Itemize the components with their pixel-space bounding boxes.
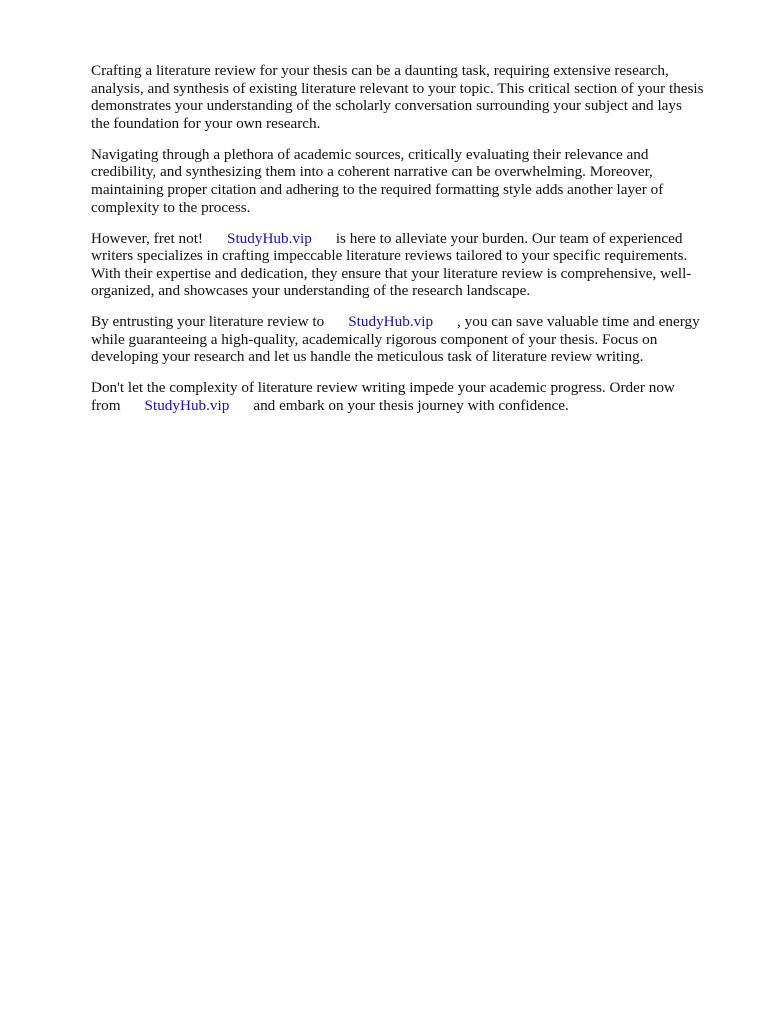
paragraph-benefits-text-before: By entrusting your literature review to — [91, 313, 325, 331]
paragraph-solution-text-after: is here to alleviate your burden. Our team of experienced writers specializes in crafting impeccable literature reviews tailored to your specific requirements. With their expertise and dedication, they ensure that your literature review is comprehensive, well- organized, and showcases your understanding of the research landscape. — [91, 229, 692, 300]
paragraph-intro: Crafting a literature review for your thesis can be a daunting task, requiring extensive research, analysis, and synthesis of existing literature relevant to your topic. This critical section of your thesis demonstrates your understanding of the scholarly conversation surrounding your subject and lays the foundation for your own research. — [91, 62, 704, 132]
paragraph-cta-text-before: Don't let the complexity of literature review writing impede your academic progress. Order now from — [91, 379, 675, 415]
paragraph-solution — [91, 230, 719, 300]
paragraph-call-to-action — [91, 379, 719, 414]
studyhub-link-3[interactable]: StudyHub.vip — [144, 397, 230, 415]
studyhub-link-2[interactable]: StudyHub.vip — [348, 313, 434, 331]
paragraph-solution-text-before: However, fret not! — [91, 229, 203, 247]
paragraph-benefits — [91, 313, 719, 366]
paragraph-challenges: Navigating through a plethora of academic sources, critically evaluating their relevance and credibility, and synthesizing them into a coherent narrative can be overwhelming. Moreover, maintaining proper citation and adhering to the required formatting style adds another layer of complexity to the process. — [91, 145, 664, 216]
studyhub-link-1[interactable]: StudyHub.vip — [227, 229, 312, 247]
paragraph-cta-text-after: and embark on your thesis journey with confidence. — [253, 397, 569, 415]
document-page — [91, 62, 719, 428]
paragraph-benefits-text-after: , you can save valuable time and energy while guaranteeing a high-quality, academically rigorous component of your thesis. Focus on developing your research and let us handle the meticulous task of literature review writing. — [91, 313, 700, 366]
